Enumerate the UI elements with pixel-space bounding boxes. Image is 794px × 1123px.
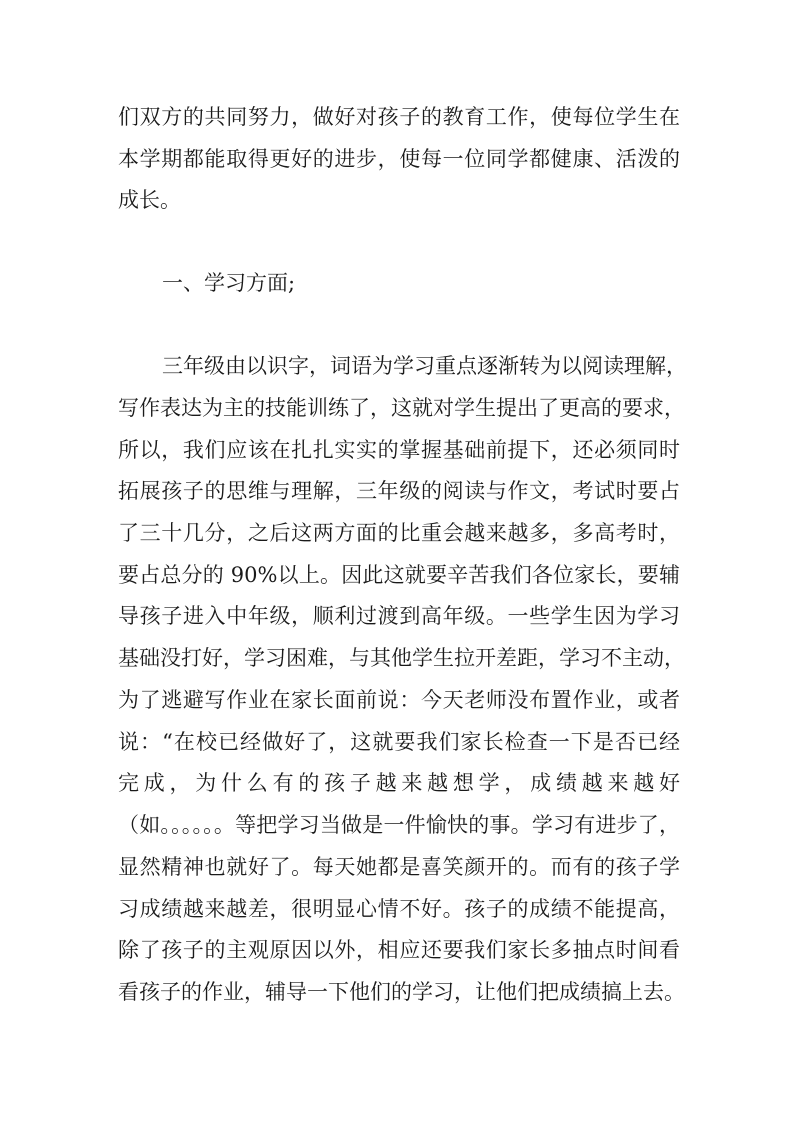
body-line-4: 拓展孩子的思维与理解，三年级的阅读与作文，考试时要占 bbox=[118, 479, 680, 503]
body-line-7: 导孩子进入中年级，顺利过渡到高年级。一些学生因为学习 bbox=[118, 604, 680, 628]
body-line-16: 看孩子的作业，辅导一下他们的学习，让他们把成绩搞上去。 bbox=[118, 980, 685, 1004]
body-line-6: 要占总分的 90%以上。因此这就要辛苦我们各位家长，要辅 bbox=[118, 563, 680, 587]
body-line-2: 写作表达为主的技能训练了，这就对学生提出了更高的要求， bbox=[118, 396, 685, 420]
intro-line-2: 本学期都能取得更好的进步，使每一位同学都健康、活泼的 bbox=[118, 147, 680, 171]
body-line-12: （如。。。。。。等把学习当做是一件愉快的事。学习有进步了， bbox=[118, 813, 680, 837]
body-line-15: 除了孩子的主观原因以外，相应还要我们家长多抽点时间看 bbox=[118, 938, 680, 962]
body-line-13: 显然精神也就好了。每天她都是喜笑颜开的。而有的孩子学 bbox=[118, 855, 680, 879]
body-line-10: 说：“在校已经做好了，这就要我们家长检查一下是否已经 bbox=[118, 730, 680, 754]
intro-line-1: 们双方的共同努力，做好对孩子的教育工作，使每位学生在 bbox=[118, 105, 680, 129]
body-line-3: 所以，我们应该在扎扎实实的掌握基础前提下，还必须同时 bbox=[118, 438, 680, 462]
body-line-11: 完成，为什么有的孩子越来越想学，成绩越来越好 bbox=[118, 771, 680, 795]
section-heading: 一、学习方面; bbox=[162, 271, 296, 295]
intro-line-3: 成长。 bbox=[118, 188, 181, 212]
body-line-9: 为了逃避写作业在家长面前说：今天老师没布置作业，或者 bbox=[118, 688, 680, 712]
body-line-5: 了三十几分，之后这两方面的比重会越来越多，多高考时， bbox=[118, 521, 680, 545]
body-line-14: 习成绩越来越差，很明显心情不好。孩子的成绩不能提高， bbox=[118, 897, 680, 921]
body-line-8: 基础没打好，学习困难，与其他学生拉开差距，学习不主动， bbox=[118, 646, 685, 670]
body-line-1: 三年级由以识字，词语为学习重点逐渐转为以阅读理解， bbox=[162, 354, 687, 378]
